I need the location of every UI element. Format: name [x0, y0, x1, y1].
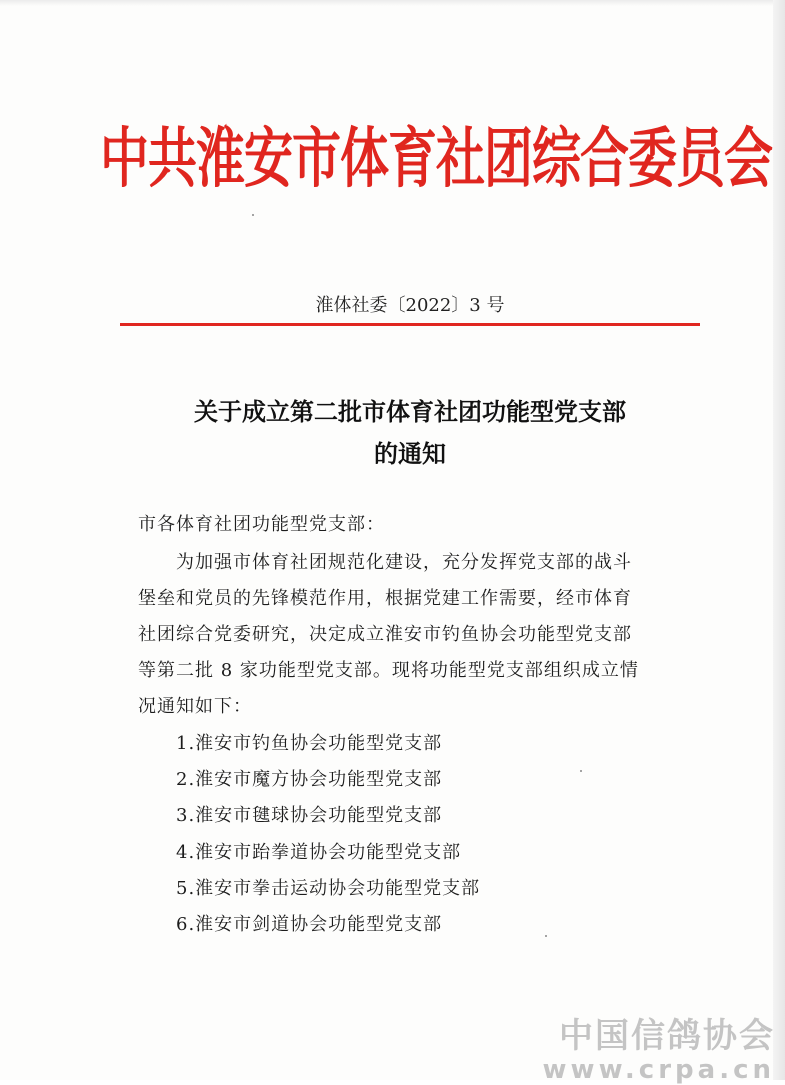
paragraph-line: 堡垒和党员的先锋模范作用，根据党建工作需要，经市体育	[138, 588, 632, 609]
watermark-url: www.crpa.cn	[542, 1055, 775, 1085]
salutation: 市各体育社团功能型党支部：	[138, 514, 385, 535]
list-item: 3.淮安市毽球协会功能型党支部	[176, 805, 443, 826]
paragraph-line: 况通知如下：	[138, 696, 252, 717]
scan-speck	[545, 935, 547, 937]
site-watermark	[543, 1008, 775, 1085]
document-title-line-1: 关于成立第二批市体育社团功能型党支部	[194, 397, 626, 426]
red-divider-line	[120, 323, 700, 326]
paragraph-line: 等第二批 8 家功能型党支部。现将功能型党支部组织成立情	[138, 660, 639, 681]
list-item: 1.淮安市钓鱼协会功能型党支部	[176, 733, 443, 754]
list-item: 2.淮安市魔方协会功能型党支部	[176, 769, 443, 790]
scan-speck	[580, 770, 582, 772]
watermark-name: 中国信鸽协会	[559, 1016, 775, 1056]
list-item: 4.淮安市跆拳道协会功能型党支部	[176, 842, 462, 863]
document-number: 淮体社委〔2022〕3 号	[315, 295, 505, 316]
document-title-line-2: 的通知	[374, 439, 446, 468]
organization-header: 中共淮安市体育社团综合委员会	[100, 121, 773, 197]
list-item: 5.淮安市拳击运动协会功能型党支部	[176, 878, 481, 899]
paragraph-line: 社团综合党委研究，决定成立淮安市钓鱼协会功能型党支部	[138, 624, 632, 645]
list-item: 6.淮安市剑道协会功能型党支部	[176, 914, 443, 935]
scan-shadow-top	[0, 0, 785, 6]
scan-speck	[252, 214, 254, 216]
scan-shadow-right	[773, 0, 785, 1080]
paragraph-line: 为加强市体育社团规范化建设，充分发挥党支部的战斗	[138, 552, 632, 573]
